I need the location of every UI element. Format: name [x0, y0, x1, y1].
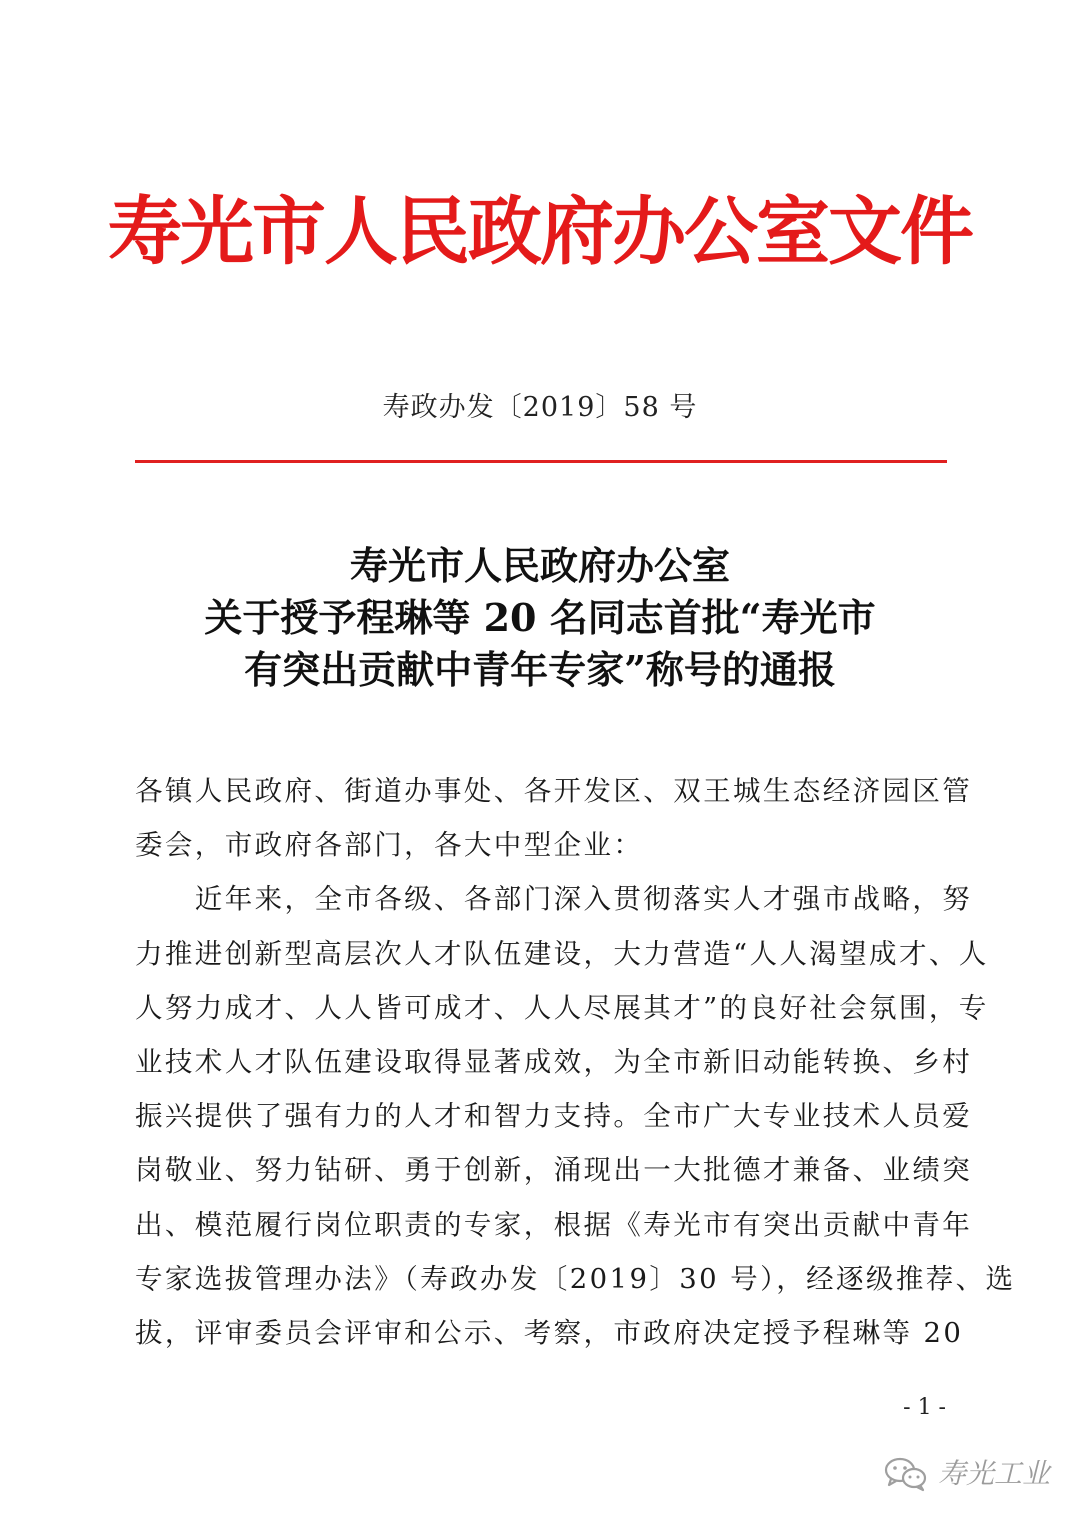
body-line: 业技术人才队伍建设取得显著成效，为全市新旧动能转换、乡村	[135, 1045, 973, 1078]
body-line: 近年来，全市各级、各部门深入贯彻落实人才强市战略，努	[135, 883, 973, 916]
body-line: 专家选拔管理办法》（寿政办发〔2019〕30 号），经逐级推荐、选	[135, 1262, 1016, 1295]
watermark	[884, 1452, 1050, 1496]
title-line: 有突出贡献中青年专家”称号的通报	[244, 647, 836, 692]
body-line: 力推进创新型高层次人才队伍建设，大力营造“人人渴望成才、人	[135, 937, 989, 970]
wechat-icon	[884, 1456, 928, 1492]
body-line: 岗敬业、努力钻研、勇于创新，涌现出一大批德才兼备、业绩突	[135, 1154, 973, 1187]
title-line: 关于授予程琳等 20 名同志首批“寿光市	[204, 595, 876, 640]
watermark-text: 寿光工业	[937, 1457, 1050, 1490]
body-line: 拔，评审委员会评审和公示、考察，市政府决定授予程琳等 20	[135, 1316, 964, 1349]
body-line: 委会，市政府各部门，各大中型企业：	[135, 829, 644, 862]
document-body	[135, 764, 1016, 1360]
body-line: 各镇人民政府、街道办事处、各开发区、双王城生态经济园区管	[135, 775, 973, 807]
document-title	[120, 540, 960, 696]
document-header: 寿光市人民政府办公室文件	[108, 189, 972, 275]
body-line: 振兴提供了强有力的人才和智力支持。全市广大专业技术人员爱	[135, 1100, 973, 1133]
title-line: 寿光市人民政府办公室	[349, 543, 730, 588]
red-divider	[135, 460, 947, 463]
body-line: 人努力成才、人人皆可成才、人人尽展其才”的良好社会氛围，专	[135, 991, 989, 1024]
page-number: - 1 -	[903, 1395, 946, 1420]
document-number: 寿政办发〔2019〕58 号	[382, 392, 698, 423]
body-line: 出、模范履行岗位职责的专家，根据《寿光市有突出贡献中青年	[135, 1208, 973, 1241]
